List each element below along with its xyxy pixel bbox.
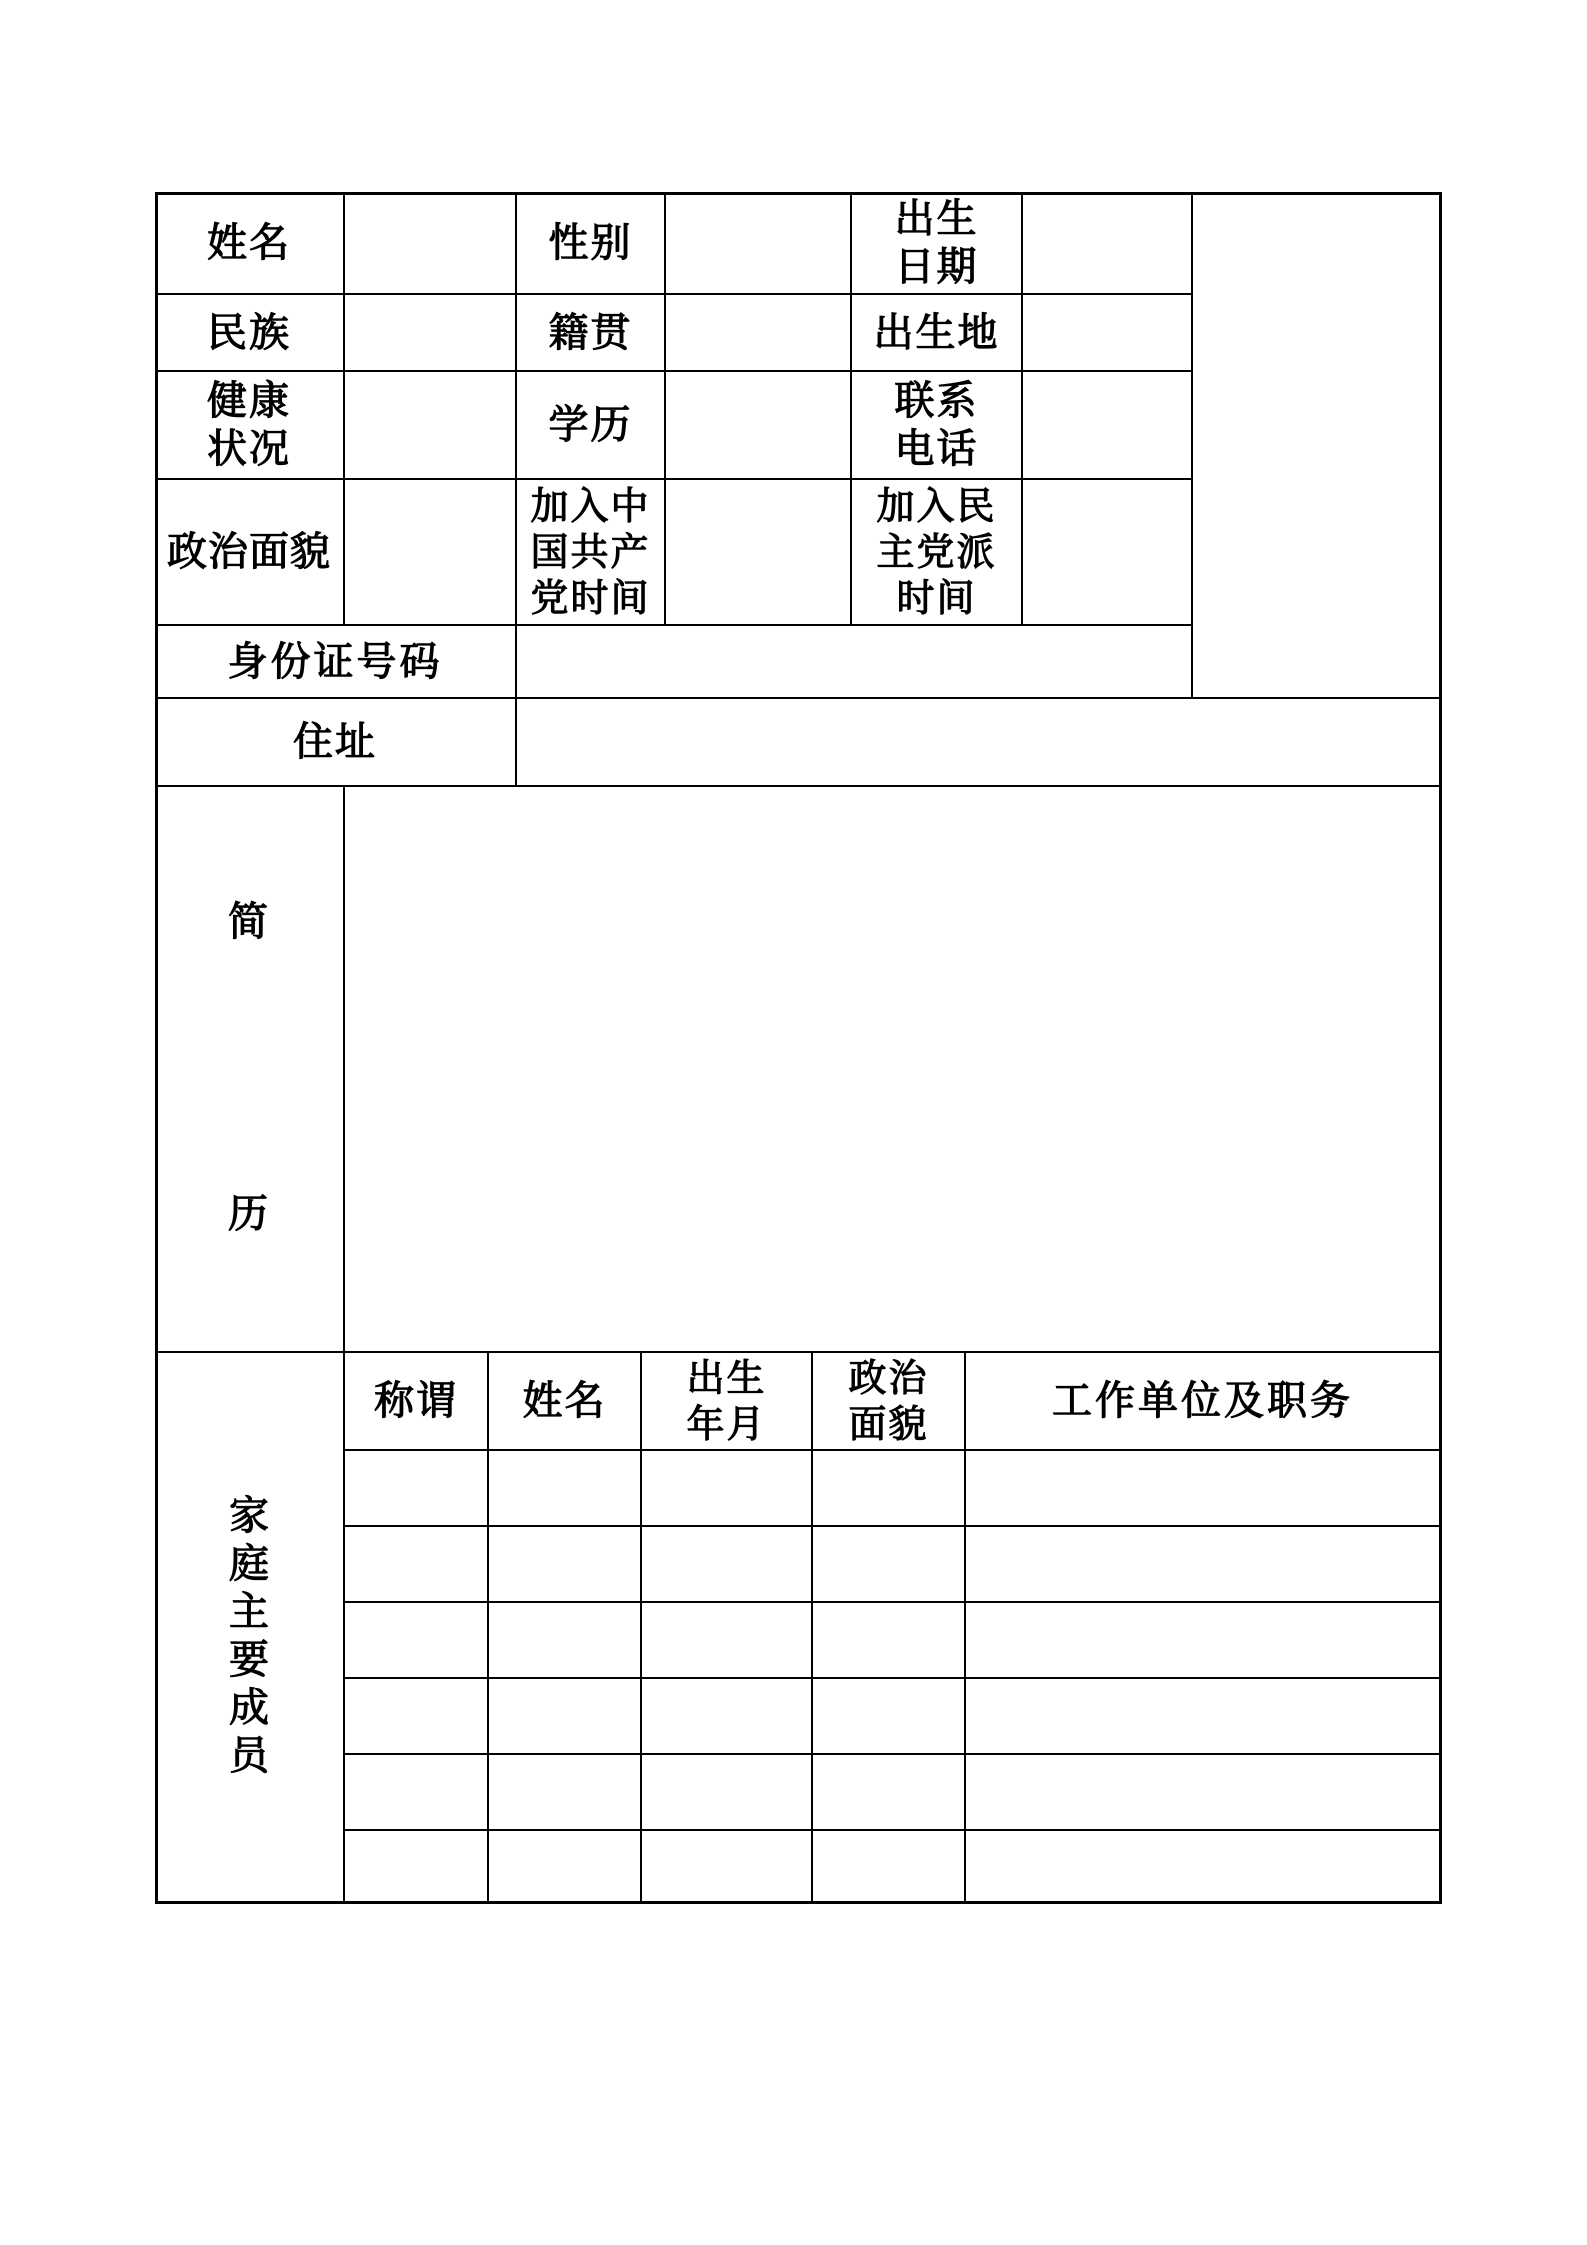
family-cell[interactable] <box>813 1831 964 1901</box>
gender-field[interactable] <box>666 195 850 293</box>
id-number-field[interactable] <box>517 626 1191 697</box>
family-cell[interactable] <box>642 1831 811 1901</box>
family-cell[interactable] <box>813 1603 964 1677</box>
birthplace-label: 出生地 <box>873 309 1000 356</box>
family-cell[interactable] <box>642 1451 811 1525</box>
family-cell[interactable] <box>345 1679 487 1753</box>
family-col-name: 姓名 <box>522 1378 607 1424</box>
health-field[interactable] <box>345 372 515 478</box>
family-col-workplace-position: 工作单位及职务 <box>1052 1378 1353 1424</box>
family-members-label: 家 庭 主 要 成 员 <box>229 1493 269 1779</box>
democratic-party-join-date-label: 加入民 主党派 时间 <box>876 484 997 620</box>
family-cell[interactable] <box>642 1603 811 1677</box>
family-cell[interactable] <box>813 1527 964 1601</box>
family-col-political-status: 政治 面貌 <box>848 1356 929 1446</box>
address-label: 住址 <box>293 719 377 765</box>
family-cell[interactable] <box>642 1755 811 1829</box>
family-cell[interactable] <box>345 1603 487 1677</box>
family-cell[interactable] <box>489 1679 640 1753</box>
resume-label-char-1: 简 <box>228 899 270 945</box>
family-cell[interactable] <box>489 1603 640 1677</box>
family-cell[interactable] <box>966 1527 1439 1601</box>
birth-date-field[interactable] <box>1023 195 1191 293</box>
family-cell[interactable] <box>489 1527 640 1601</box>
native-place-label: 籍贯 <box>548 309 633 356</box>
health-label: 健康 状况 <box>207 378 291 472</box>
name-label: 姓名 <box>207 219 291 266</box>
family-cell[interactable] <box>813 1451 964 1525</box>
resume-label-char-2: 历 <box>228 1191 270 1237</box>
family-cell[interactable] <box>642 1527 811 1601</box>
family-cell[interactable] <box>966 1755 1439 1829</box>
family-cell[interactable] <box>345 1831 487 1901</box>
gender-label: 性别 <box>548 219 633 266</box>
family-cell[interactable] <box>642 1679 811 1753</box>
family-cell[interactable] <box>813 1679 964 1753</box>
ethnicity-label: 民族 <box>207 309 291 356</box>
personal-info-form <box>155 192 1442 1904</box>
ethnicity-field[interactable] <box>345 295 515 370</box>
resume-field[interactable] <box>345 787 1439 1351</box>
democratic-party-join-date-field[interactable] <box>1023 480 1191 624</box>
phone-label: 联系 电话 <box>894 378 979 472</box>
family-cell[interactable] <box>966 1679 1439 1753</box>
birthplace-field[interactable] <box>1023 295 1191 370</box>
education-label: 学历 <box>548 402 633 448</box>
address-field[interactable] <box>517 699 1439 785</box>
family-cell[interactable] <box>966 1451 1439 1525</box>
family-cell[interactable] <box>489 1451 640 1525</box>
native-place-field[interactable] <box>666 295 850 370</box>
family-cell[interactable] <box>489 1755 640 1829</box>
family-col-relation: 称谓 <box>374 1378 458 1424</box>
family-cell[interactable] <box>489 1831 640 1901</box>
family-col-birth-month: 出生 年月 <box>686 1356 767 1446</box>
education-field[interactable] <box>666 372 850 478</box>
political-status-label: 政治面貌 <box>167 529 331 575</box>
photo-area[interactable] <box>1193 195 1439 697</box>
name-field[interactable] <box>345 195 515 293</box>
family-cell[interactable] <box>345 1451 487 1525</box>
family-cell[interactable] <box>345 1755 487 1829</box>
id-number-label: 身份证号码 <box>227 638 443 685</box>
border-bottom <box>155 1901 1442 1904</box>
birth-date-label: 出生 日期 <box>894 195 979 290</box>
border-right <box>1439 192 1442 1904</box>
cpc-join-date-label: 加入中 国共产 党时间 <box>530 484 651 620</box>
family-cell[interactable] <box>966 1603 1439 1677</box>
political-status-field[interactable] <box>345 480 515 624</box>
family-cell[interactable] <box>966 1831 1439 1901</box>
family-cell[interactable] <box>345 1527 487 1601</box>
family-cell[interactable] <box>813 1755 964 1829</box>
phone-field[interactable] <box>1023 372 1191 478</box>
cpc-join-date-field[interactable] <box>666 480 850 624</box>
